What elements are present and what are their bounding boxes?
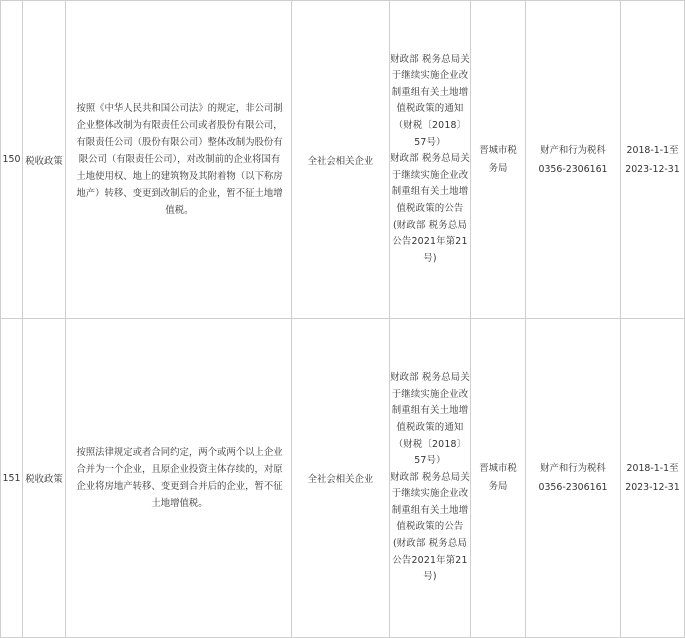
period-end: 2023-12-31 [625, 163, 680, 175]
period-end: 2023-12-31 [625, 482, 680, 493]
policy-basis-notice: 财政部 税务总局关于继续实施企业改制重组有关土地增值税政策的通知（财税〔2018〕57号） [390, 53, 470, 148]
policy-category: 税收政策 [23, 319, 66, 638]
policy-basis-announcement: 财政部 税务总局关于继续实施企业改制重组有关土地增值税政策的公告(财政部 税务总局公告2021年第21号) [390, 471, 470, 583]
policy-content-cell [66, 319, 292, 638]
contact-phone: 0356-2306161 [538, 163, 608, 175]
applicable-scope: 全社会相关企业 [292, 1, 390, 319]
policy-content: 按照《中华人民共和国公司法》的规定，非公司制企业整体改制为有限责任公司或者股份有限公司，有限责任公司（股份有限公司）整体改制为股份有限公司（有限责任公司），对改制前的企业将国有土地使用权、地上的建筑物及其附着物（以下称房地产）转移、变更到改制后的企业，暂不征土地增值税。 [76, 103, 283, 216]
contact-cell [526, 1, 621, 319]
table-row [1, 319, 685, 638]
policy-basis-cell [390, 319, 471, 638]
policy-content: 按照法律规定或者合同约定，两个或两个以上企业合并为一个企业，且原企业投资主体存续的，对原企业将房地产转移、变更到合并后的企业，暂不征土地增值税。 [76, 447, 283, 509]
contact-office: 财产和行为税科 [540, 144, 606, 156]
contact-cell [526, 319, 621, 638]
period-start: 2018-1-1至 [626, 144, 679, 156]
policy-basis-notice: 财政部 税务总局关于继续实施企业改制重组有关土地增值税政策的通知（财税〔2018〕57号） [390, 372, 470, 467]
policy-basis-announcement: 财政部 税务总局关于继续实施企业改制重组有关土地增值税政策的公告(财政部 税务总局公告2021年第21号) [390, 153, 470, 264]
table-row [1, 1, 685, 319]
responsible-department: 晋城市税务局 [471, 1, 526, 319]
contact-office: 财产和行为税科 [540, 463, 606, 474]
row-number: 151 [1, 319, 23, 638]
responsible-department: 晋城市税务局 [471, 319, 526, 638]
applicable-scope: 全社会相关企业 [292, 319, 390, 638]
contact-phone: 0356-2306161 [538, 482, 608, 493]
validity-period-cell [621, 1, 685, 319]
policy-basis-cell [390, 1, 471, 319]
validity-period-cell [621, 319, 685, 638]
period-start: 2018-1-1至 [626, 463, 679, 474]
row-number: 150 [1, 1, 23, 319]
policy-content-cell [66, 1, 292, 319]
policy-category: 税收政策 [23, 1, 66, 319]
